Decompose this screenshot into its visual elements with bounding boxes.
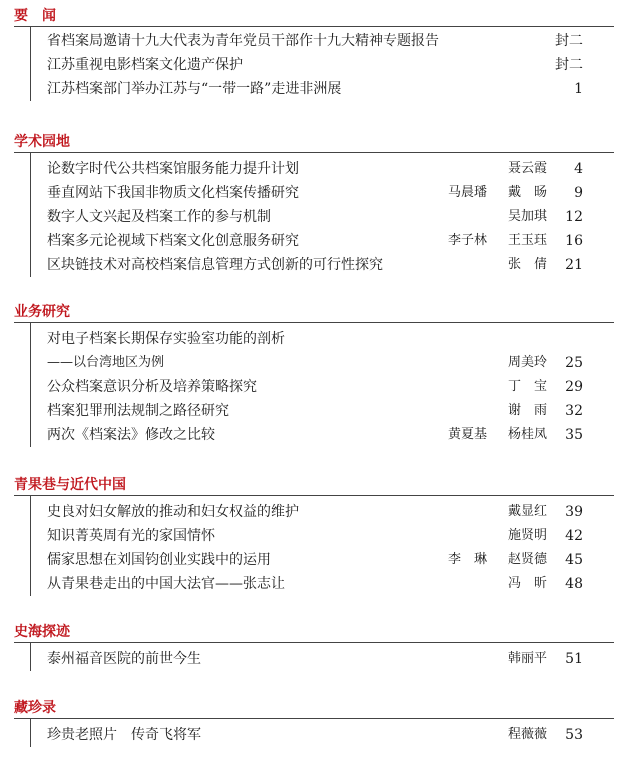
entry-title: 区块链技术对高校档案信息管理方式创新的可行性探究 bbox=[47, 257, 383, 273]
toc-entry[interactable] bbox=[47, 572, 583, 596]
entry-page: 1 bbox=[574, 81, 583, 97]
section-heading: 业务研究 bbox=[14, 304, 70, 320]
toc-entry[interactable] bbox=[47, 399, 583, 423]
entry-title: 知识菁英周有光的家国情怀 bbox=[47, 528, 215, 544]
entry-author: 杨桂凤 bbox=[507, 427, 547, 442]
section-cangzhen bbox=[0, 698, 628, 747]
entry-title: 两次《档案法》修改之比较 bbox=[47, 427, 215, 443]
toc-entry[interactable] bbox=[47, 53, 583, 77]
section-entries bbox=[30, 719, 583, 747]
entry-title: 儒家思想在刘国钧创业实践中的运用 bbox=[47, 552, 271, 568]
entry-page: 16 bbox=[565, 233, 583, 249]
entry-title: 数字人文兴起及档案工作的参与机制 bbox=[47, 209, 271, 225]
entry-page: 21 bbox=[565, 257, 583, 273]
entry-page: 29 bbox=[565, 379, 583, 395]
entry-page: 42 bbox=[565, 528, 583, 544]
toc-entry[interactable] bbox=[47, 229, 583, 253]
toc-entry[interactable] bbox=[47, 205, 583, 229]
toc-entry[interactable] bbox=[47, 723, 583, 747]
toc-entry[interactable] bbox=[47, 77, 583, 101]
entry-coauthor: 李 琳 bbox=[447, 552, 487, 567]
toc-entry-subtitle[interactable] bbox=[47, 351, 583, 375]
section-yaowen bbox=[0, 6, 628, 101]
entry-author: 韩丽平 bbox=[507, 651, 547, 666]
toc-entry[interactable] bbox=[47, 524, 583, 548]
entry-title: 论数字时代公共档案馆服务能力提升计划 bbox=[47, 161, 299, 177]
entry-coauthor: 李子林 bbox=[447, 233, 487, 248]
toc-entry[interactable] bbox=[47, 157, 583, 181]
entry-title: 对电子档案长期保存实验室功能的剖析 bbox=[47, 331, 285, 347]
section-qingguoxiang bbox=[0, 475, 628, 596]
section-entries bbox=[30, 153, 583, 277]
entry-page: 45 bbox=[565, 552, 583, 568]
entry-title: 从青果巷走出的中国大法官——张志让 bbox=[47, 576, 285, 592]
entry-author: 张 倩 bbox=[507, 257, 547, 272]
entry-author: 冯 昕 bbox=[507, 576, 547, 591]
entry-title: 泰州福音医院的前世今生 bbox=[47, 651, 201, 667]
entry-title: 江苏档案部门举办江苏与“一带一路”走进非洲展 bbox=[47, 81, 342, 97]
entry-page: 9 bbox=[574, 185, 583, 201]
entry-page: 48 bbox=[565, 576, 583, 592]
entry-author: 聂云霞 bbox=[507, 161, 547, 176]
entry-coauthor: 马晨璠 bbox=[447, 185, 487, 200]
entry-author: 丁 宝 bbox=[507, 379, 547, 394]
toc-entry[interactable] bbox=[47, 375, 583, 399]
entry-page: 封二 bbox=[555, 33, 583, 49]
toc-entry[interactable] bbox=[47, 500, 583, 524]
entry-title: 江苏重视电影档案文化遗产保护 bbox=[47, 57, 243, 73]
entry-author: 周美玲 bbox=[507, 355, 547, 370]
section-heading: 学术园地 bbox=[14, 134, 70, 150]
section-entries bbox=[30, 27, 583, 101]
section-heading: 藏珍录 bbox=[14, 700, 56, 716]
toc-entry[interactable] bbox=[47, 181, 583, 205]
section-shihai bbox=[0, 622, 628, 671]
entry-title: 垂直网站下我国非物质文化档案传播研究 bbox=[47, 185, 299, 201]
entry-title: 史良对妇女解放的推动和妇女权益的维护 bbox=[47, 504, 299, 520]
entry-page: 51 bbox=[565, 651, 583, 667]
section-entries bbox=[30, 496, 583, 596]
entry-title: 公众档案意识分析及培养策略探究 bbox=[47, 379, 257, 395]
entry-page: 32 bbox=[565, 403, 583, 419]
entry-subtitle: ——以台湾地区为例 bbox=[47, 355, 165, 370]
entry-coauthor: 黄夏基 bbox=[447, 427, 487, 442]
entry-author: 施贤明 bbox=[507, 528, 547, 543]
section-xueshu bbox=[0, 132, 628, 277]
entry-page: 12 bbox=[565, 209, 583, 225]
entry-page: 25 bbox=[565, 355, 583, 371]
entry-author: 戴 旸 bbox=[507, 185, 547, 200]
entry-author: 吴加琪 bbox=[507, 209, 547, 224]
entry-author: 戴显红 bbox=[507, 504, 547, 519]
section-heading: 史海探迹 bbox=[14, 624, 70, 640]
entry-author: 王玉珏 bbox=[507, 233, 547, 248]
section-yewu bbox=[0, 302, 628, 447]
toc-entry[interactable] bbox=[47, 29, 583, 53]
section-heading: 青果巷与近代中国 bbox=[14, 477, 126, 493]
entry-page: 4 bbox=[574, 161, 583, 177]
toc-entry[interactable] bbox=[47, 548, 583, 572]
toc-entry[interactable] bbox=[47, 327, 583, 351]
toc-entry[interactable] bbox=[47, 647, 583, 671]
section-heading: 要 闻 bbox=[14, 8, 56, 24]
toc-entry[interactable] bbox=[47, 253, 583, 277]
section-entries bbox=[30, 643, 583, 671]
entry-page: 53 bbox=[565, 727, 583, 743]
toc-entry[interactable] bbox=[47, 423, 583, 447]
entry-author: 赵贤德 bbox=[507, 552, 547, 567]
entry-title: 省档案局邀请十九大代表为青年党员干部作十九大精神专题报告 bbox=[47, 33, 439, 49]
entry-page: 封二 bbox=[555, 57, 583, 73]
section-entries bbox=[30, 323, 583, 447]
entry-title: 档案多元论视域下档案文化创意服务研究 bbox=[47, 233, 299, 249]
entry-author: 程薇薇 bbox=[507, 727, 547, 742]
entry-title: 珍贵老照片 传奇飞将军 bbox=[47, 727, 201, 743]
entry-page: 35 bbox=[565, 427, 583, 443]
entry-title: 档案犯罪刑法规制之路径研究 bbox=[47, 403, 229, 419]
entry-page: 39 bbox=[565, 504, 583, 520]
entry-author: 谢 雨 bbox=[507, 403, 547, 418]
